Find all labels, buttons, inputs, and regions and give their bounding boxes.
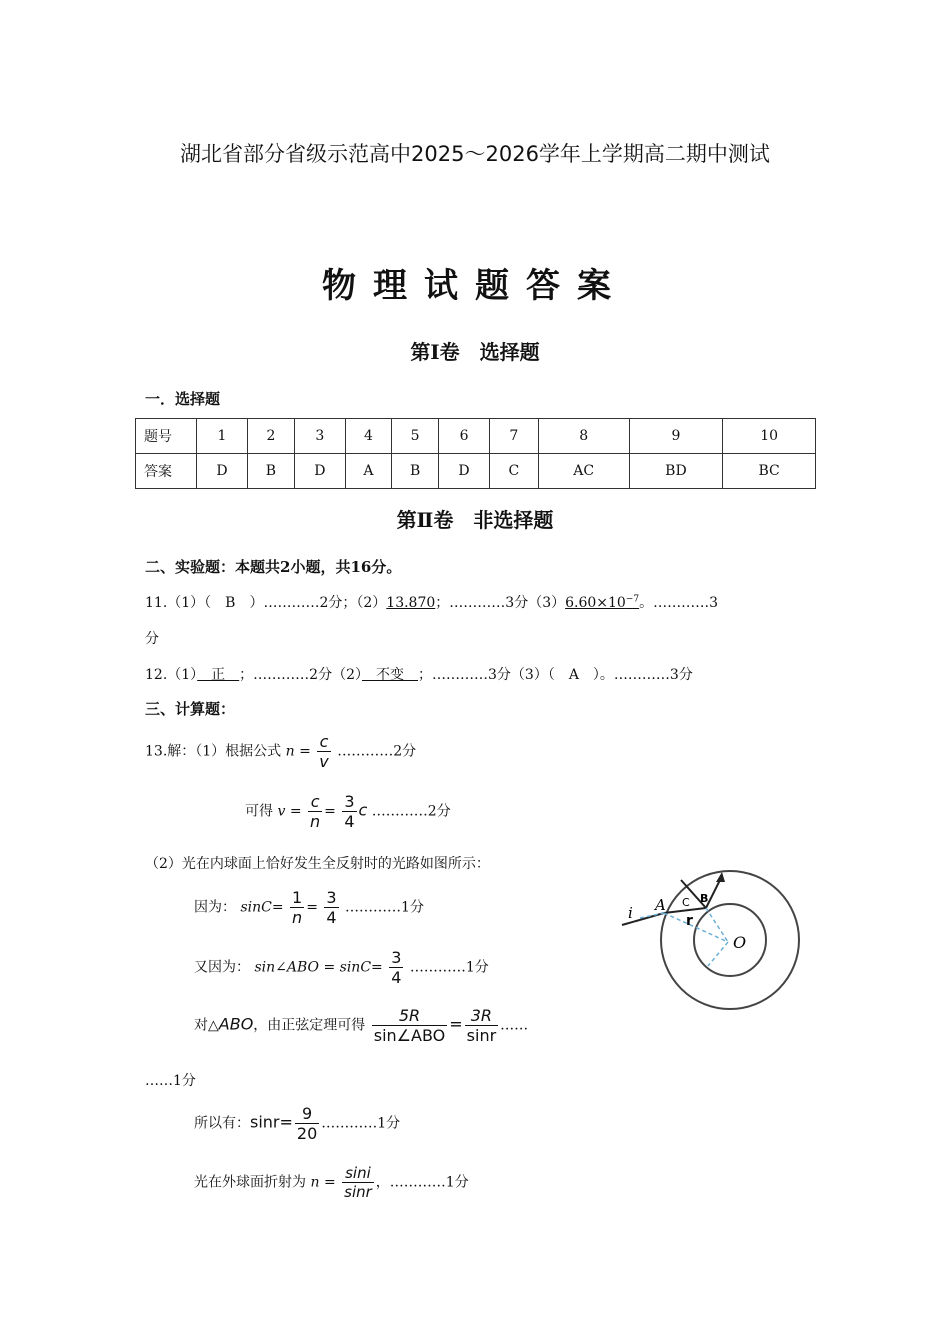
q13-line4 (194, 888, 424, 927)
numerator: 3 (326, 888, 337, 907)
q12-answer-1: 正 (197, 667, 240, 683)
equals: = (279, 1112, 293, 1132)
sin-angle-ABO: sin∠ABO (254, 959, 319, 976)
fraction-3-over-4 (389, 948, 403, 987)
inner-sphere (694, 904, 766, 976)
q13-l1-text: 13.解：（1）根据公式 (145, 743, 282, 760)
part2-title: 第Ⅱ卷 非选择题 (396, 508, 554, 532)
triangle-ABO: ABO (218, 1014, 254, 1034)
denominator: 4 (326, 908, 337, 927)
q12-part1: 12.（1） (145, 667, 198, 683)
q11-part3: 。…………3 (639, 595, 719, 611)
denominator: sinr (466, 1026, 497, 1045)
sinC: sinC (339, 959, 372, 976)
equals: = (271, 899, 284, 916)
label-A: A (655, 896, 666, 914)
symbol-c: c (358, 800, 368, 820)
equals: = (306, 899, 318, 916)
question-number: 7 (490, 419, 539, 454)
section1-heading: 一．选择题 (145, 390, 221, 408)
label-C: C (682, 896, 690, 909)
q11-answer-3-exponent: −7 (625, 594, 640, 605)
denominator: n (292, 908, 303, 927)
outer-sphere (661, 871, 799, 1009)
equals: = (323, 1174, 336, 1191)
row-label-answer: 答案 (136, 454, 197, 489)
q11-answer-3 (565, 595, 639, 611)
question-number: 10 (723, 419, 816, 454)
fraction-sini-over-sinr (342, 1164, 374, 1201)
q13-l6-text2: ，由正弦定理可得 (253, 1017, 366, 1034)
q12-part2: ；…………2分（2） (239, 667, 362, 683)
equals: = (371, 959, 383, 976)
equals: = (323, 959, 336, 976)
equals: = (289, 803, 302, 820)
optics-diagram (612, 860, 812, 1020)
q13-line5 (194, 948, 489, 987)
q11-answer-3-mantissa: 6.60×10 (565, 595, 626, 611)
section3-heading: 三、计算题： (145, 700, 236, 718)
label-B: B (700, 892, 709, 905)
numerator: c (317, 732, 330, 752)
numerator: 3 (344, 792, 355, 811)
numerator: 3 (391, 948, 402, 967)
answer-cell: A (345, 454, 391, 489)
answer-cell: D (439, 454, 490, 489)
label-r: r (686, 913, 693, 929)
fraction-3R-over-sinr (465, 1006, 499, 1045)
numerator: 1 (292, 888, 303, 907)
section2-heading: 二、实验题：本题共2小题，共16分。 (145, 558, 402, 576)
q13-line2 (245, 792, 451, 831)
q11-wrap: 分 (145, 631, 159, 647)
question-number: 6 (439, 419, 490, 454)
numerator: 5R (372, 1006, 448, 1026)
symbol-n: n (310, 1174, 320, 1191)
fraction-5R-over-sin-ABO (372, 1006, 448, 1045)
q11-part1: 11.（1）（ B ）…………2分；（2） (145, 595, 387, 611)
answer-table (135, 418, 816, 489)
q13-l2-text: 可得 (245, 803, 273, 820)
q13-l8-text: 光在外球面折射为 (194, 1174, 306, 1191)
q11-line (145, 592, 718, 612)
q13-line7 (194, 1104, 400, 1143)
q13-l6-text: 对△ (194, 1017, 219, 1034)
q13-line8 (194, 1164, 469, 1201)
q13-l4-text: 因为： (194, 899, 236, 916)
numerator: 9 (295, 1104, 319, 1124)
answer-cell: D (294, 454, 345, 489)
fraction-3-over-4 (324, 888, 338, 927)
school-exam-title: 湖北省部分省级示范高中2025～2026学年上学期高二期中测试 (180, 142, 770, 166)
q13-line1 (145, 732, 416, 771)
radius-dashed (708, 942, 728, 966)
score: …………2分 (337, 743, 417, 760)
fraction-1-over-n (290, 888, 304, 927)
part1-title: 第Ⅰ卷 选择题 (410, 340, 540, 364)
fraction-c-over-v (317, 732, 330, 771)
arrow-head (716, 872, 725, 882)
answer-cell: B (392, 454, 439, 489)
q13-l5-text: 又因为： (194, 959, 250, 976)
numerator: sini (342, 1164, 374, 1183)
table-row-numbers (136, 419, 816, 454)
denominator: 4 (344, 812, 355, 831)
question-number: 8 (538, 419, 629, 454)
denominator: v (319, 752, 329, 771)
denominator: n (310, 812, 321, 831)
score: …………1分 (409, 959, 489, 976)
answer-cell: B (247, 454, 294, 489)
score: …………1分 (345, 899, 424, 916)
q12-part3: ；…………3分（3）（ A ）。…………3分 (418, 667, 693, 683)
q11-answer-2: 13.870 (386, 595, 436, 611)
denominator: sin∠ABO (373, 1026, 446, 1045)
question-number: 5 (392, 419, 439, 454)
question-number: 1 (197, 419, 248, 454)
numerator: 3R (465, 1006, 499, 1026)
denominator: sinr (344, 1183, 372, 1201)
fraction-9-over-20 (295, 1104, 319, 1143)
equals: = (449, 1014, 463, 1034)
equals: = (324, 803, 336, 820)
dots: …… (500, 1017, 529, 1034)
denominator: 20 (296, 1124, 318, 1143)
answer-cell: BC (723, 454, 816, 489)
row-label-question: 题号 (136, 419, 197, 454)
symbol-n: n (285, 743, 295, 760)
q13-line6 (194, 1006, 528, 1045)
denominator: 4 (391, 968, 402, 987)
symbol-v: v (277, 803, 286, 820)
answer-cell: D (197, 454, 248, 489)
fraction-3-over-4 (342, 792, 356, 831)
answer-cell: AC (538, 454, 629, 489)
q11-part2: ；…………3分（3） (435, 595, 566, 611)
q13-line6-wrap: ……1分 (145, 1073, 196, 1089)
q13-line3: （2）光在内球面上恰好发生全反射时的光路如图所示： (145, 856, 490, 872)
score: …………1分 (321, 1115, 401, 1132)
score: ，…………1分 (375, 1174, 469, 1191)
label-i: i (628, 904, 633, 922)
table-row-answers (136, 454, 816, 489)
question-number: 9 (629, 419, 723, 454)
question-number: 3 (294, 419, 345, 454)
question-number: 2 (247, 419, 294, 454)
label-O: O (733, 933, 747, 952)
numerator: c (308, 792, 322, 812)
score: …………2分 (371, 803, 451, 820)
sinr: sinr (250, 1112, 280, 1132)
sinC: sinC (240, 899, 272, 916)
q12-answer-2: 不变 (362, 667, 418, 683)
equals: = (299, 743, 311, 760)
question-number: 4 (345, 419, 391, 454)
answer-cell: C (490, 454, 539, 489)
q13-l7-text: 所以有： (194, 1115, 250, 1132)
answer-cell: BD (629, 454, 723, 489)
page-title: 物理试题答案 (322, 266, 628, 306)
fraction-c-over-n (308, 792, 322, 831)
q12-line (145, 664, 693, 684)
